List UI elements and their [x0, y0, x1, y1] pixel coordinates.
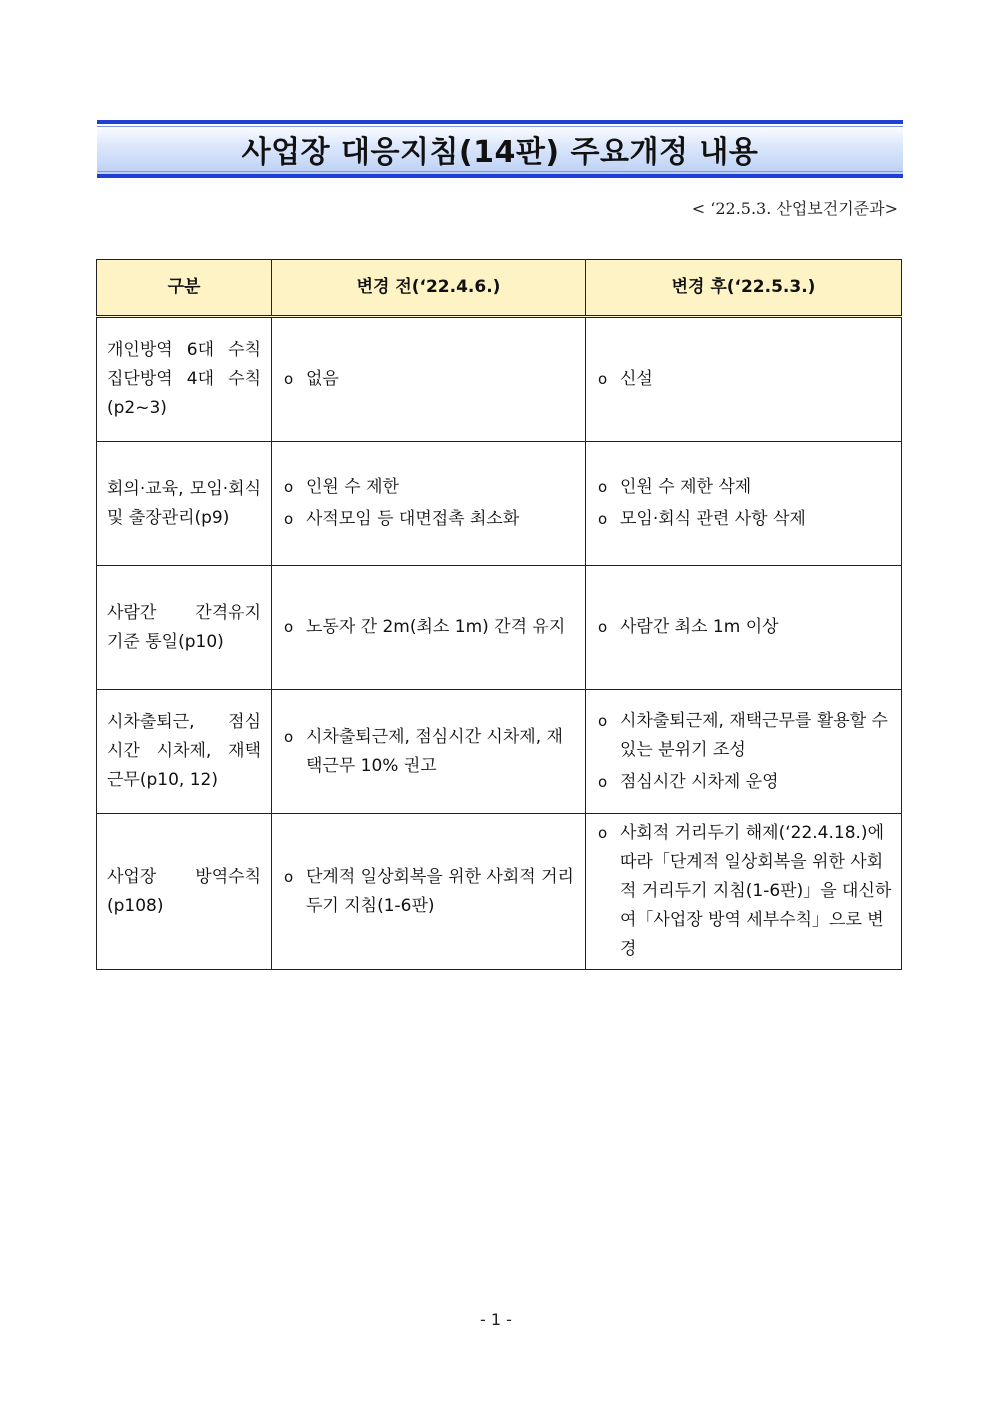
- category-line: (p2~3): [107, 398, 167, 418]
- item-text: 점심시간 시차제 운영: [620, 771, 779, 792]
- banner-bottom-rule: [97, 171, 903, 172]
- bullet-mark: o: [284, 478, 294, 496]
- header-before: 변경 전(‘22.4.6.): [272, 260, 586, 317]
- table-row: [97, 442, 902, 566]
- item-text: 없음: [306, 369, 339, 389]
- after-cell: [586, 814, 902, 970]
- category-line: (p108): [107, 895, 164, 916]
- list-item: [598, 473, 893, 502]
- after-cell: [586, 566, 902, 690]
- category-line: 회의·교육, 모임·회식: [107, 478, 261, 499]
- list-item: [284, 473, 577, 502]
- before-cell: [272, 442, 586, 566]
- list-item: [284, 505, 577, 534]
- item-text: 사적모임 등 대면접촉 최소화: [306, 509, 520, 529]
- category-line: 개인방역 6대 수칙: [107, 340, 261, 360]
- after-cell: [586, 317, 902, 442]
- banner-top-rule: [97, 126, 903, 127]
- header-category: 구분: [97, 260, 272, 317]
- bullet-mark: o: [598, 824, 608, 842]
- list-item: [598, 768, 893, 797]
- item-text: 신설: [620, 369, 653, 389]
- table-row: [97, 317, 902, 442]
- list-item: [598, 365, 893, 394]
- bullet-mark: o: [598, 618, 608, 636]
- category-line: 시간 시차제, 재택: [107, 741, 261, 761]
- bullet-mark: o: [598, 370, 608, 388]
- after-cell: [586, 690, 902, 814]
- category-cell: [97, 317, 272, 442]
- category-cell: [97, 690, 272, 814]
- page-number: - 1 -: [480, 1310, 512, 1329]
- item-text: 인원 수 제한 삭제: [620, 477, 752, 497]
- item-text: 사회적 거리두기 해제(‘22.4.18.)에 따라「단계적 일상회복을 위한 사회적 거리두기 지침(1-6판)」을 대신하여「사업장 방역 세부수칙」으로 변경: [620, 823, 892, 959]
- bullet-mark: o: [284, 727, 294, 746]
- before-cell: [272, 566, 586, 690]
- category-line: 사업장 방역수칙: [107, 866, 261, 887]
- item-text: 인원 수 제한: [306, 477, 399, 497]
- category-line: 및 출장관리(p9): [107, 507, 230, 528]
- category-line: 사람간 간격유지: [107, 602, 261, 623]
- bullet-mark: o: [284, 618, 294, 636]
- bullet-mark: o: [284, 510, 294, 528]
- before-cell: [272, 317, 586, 442]
- header-after: 변경 후(‘22.5.3.): [586, 260, 902, 317]
- before-cell: [272, 690, 586, 814]
- category-cell: [97, 566, 272, 690]
- bullet-mark: o: [598, 478, 608, 496]
- category-cell: [97, 442, 272, 566]
- list-item: [598, 707, 893, 765]
- bullet-mark: o: [598, 711, 608, 730]
- title-banner: [97, 120, 903, 178]
- list-item: [598, 819, 893, 964]
- list-item: [284, 863, 577, 921]
- item-text: 단계적 일상회복을 위한 사회적 거리두기 지침(1-6판): [306, 866, 574, 916]
- category-line: 시차출퇴근, 점심: [107, 712, 261, 732]
- after-cell: [586, 442, 902, 566]
- category-cell: [97, 814, 272, 970]
- table-row: [97, 690, 902, 814]
- table-row: [97, 566, 902, 690]
- item-text: 시차출퇴근제, 점심시간 시차제, 재택근무 10% 권고: [306, 726, 563, 776]
- category-line: 기준 통일(p10): [107, 631, 224, 652]
- page-title: 사업장 대응지침(14판) 주요개정 내용: [241, 135, 759, 170]
- before-cell: [272, 814, 586, 970]
- list-item: [284, 723, 577, 781]
- list-item: [284, 613, 577, 642]
- list-item: [598, 505, 893, 534]
- list-item: [598, 613, 893, 642]
- table-header-row: [97, 260, 902, 317]
- item-text: 노동자 간 2m(최소 1m) 간격 유지: [306, 617, 566, 637]
- category-line: 집단방역 4대 수칙: [107, 369, 261, 389]
- list-item: [284, 365, 577, 394]
- bullet-mark: o: [598, 510, 608, 528]
- category-line: 근무(p10, 12): [107, 770, 218, 790]
- table-row: [97, 814, 902, 970]
- bullet-mark: o: [598, 772, 608, 791]
- item-text: 모임·회식 관련 사항 삭제: [620, 509, 806, 529]
- bullet-mark: o: [284, 867, 294, 886]
- department-date: < ‘22.5.3. 산업보건기준과>: [691, 199, 898, 218]
- item-text: 사람간 최소 1m 이상: [620, 617, 779, 637]
- bullet-mark: o: [284, 370, 294, 388]
- item-text: 시차출퇴근제, 재택근무를 활용할 수 있는 분위기 조성: [620, 710, 888, 760]
- revision-table: [96, 259, 902, 970]
